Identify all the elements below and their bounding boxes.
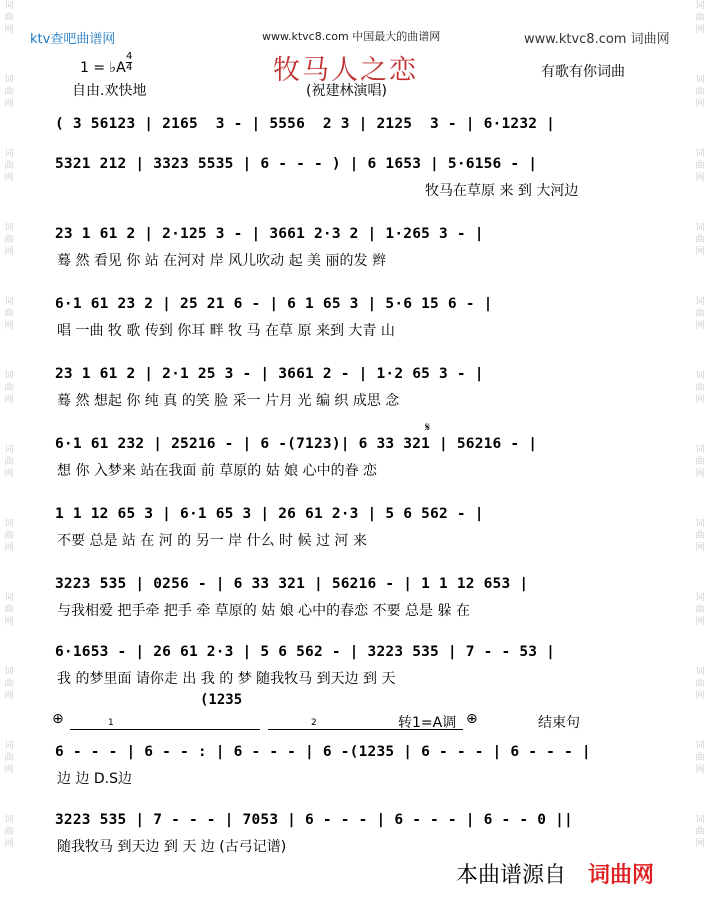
lyric-line: 随我牧马 到天边 到 天 边 (古弓记谱) xyxy=(57,839,287,855)
notation-line: 6 - - - | 6 - - : | 6 - - - | 6 -(1235 | 6 - - - | 6 - - - | xyxy=(55,744,591,760)
site-name-left: ktv查吧曲谱网 xyxy=(30,32,116,47)
notation-line: 6·1 61 232 | 25216 - | 6 -(7123)| 6 33 321 | 56216 - | xyxy=(55,436,538,452)
ending-label: 结束句 xyxy=(538,715,580,731)
lyric-line: 蓦 然 想起 你 纯 真 的笑 脸 采一 片月 光 编 织 成思 念 xyxy=(57,393,400,409)
notation-line: ( 3 56123 | 2165 3 - | 5556 2 3 | 2125 3 - | 6·1232 | xyxy=(55,116,556,132)
modulation-label: 转1=A调 xyxy=(398,715,457,731)
notation-line: 23 1 61 2 | 2·125 3 - | 3661 2·3 2 | 1·265 3 - | xyxy=(55,226,484,242)
lyric-line: 边 边 D.S边 xyxy=(57,771,133,787)
lyric-line: 牧马在草原 来 到 大河边 xyxy=(425,183,579,199)
source-label: 本曲谱源自 xyxy=(456,863,567,888)
coda-mark-right: ⊕ xyxy=(466,711,478,727)
time-signature-top: 4 xyxy=(126,51,133,62)
pickup-notes: (1235 xyxy=(200,692,243,708)
time-signature-bottom: 4 xyxy=(126,62,133,73)
notation-line: 3223 535 | 0256 - | 6 33 321 | 56216 - | 1 1 12 653 | xyxy=(55,576,529,592)
lyric-line: 不要 总是 站 在 河 的 另一 岸 什么 时 候 过 河 来 xyxy=(57,533,367,549)
time-signature xyxy=(126,52,132,73)
watermark-right: 词曲网 词曲网 词曲网 词曲网 词曲网 词曲网 词曲网 词曲网 词曲网 词曲网 词曲网 词曲网 xyxy=(695,1,705,849)
tempo-marking: 自由.欢快地 xyxy=(72,83,147,99)
lyric-line: 蓦 然 看见 你 站 在河对 岸 风儿吹动 起 美 丽的发 辫 xyxy=(57,253,386,269)
notation-line: 23 1 61 2 | 2·1 25 3 - | 3661 2 - | 1·2 65 3 - | xyxy=(55,366,484,382)
notation-line: 6·1 61 23 2 | 25 21 6 - | 6 1 65 3 | 5·6 15 6 - | xyxy=(55,296,493,312)
key-signature: 1 = ♭A xyxy=(80,60,126,76)
notation-line: 3223 535 | 7 - - - | 7053 | 6 - - - | 6 - - - | 6 - - 0 || xyxy=(55,812,573,828)
site-name-center: www.ktvc8.com 中国最大的曲谱网 xyxy=(262,30,441,43)
notation-line: 1 1 12 65 3 | 6·1 65 3 | 26 61 2·3 | 5 6 562 - | xyxy=(55,506,484,522)
site-name-right: www.ktvc8.com 词曲网 xyxy=(524,32,670,47)
segno-mark: 𝄋 xyxy=(425,420,431,434)
volta-1-bracket xyxy=(70,729,260,730)
notation-line: 5321 212 | 3323 5535 | 6 - - - ) | 6 1653 | 5·6156 - | xyxy=(55,156,538,172)
lyric-line: 我 的梦里面 请你走 出 我 的 梦 随我牧马 到天边 到 天 xyxy=(57,671,396,687)
watermark-left: 词曲网 词曲网 词曲网 词曲网 词曲网 词曲网 词曲网 词曲网 词曲网 词曲网 词曲网 词曲网 xyxy=(4,1,14,849)
volta-2-label: 2 xyxy=(311,718,317,728)
lyric-line: 唱 一曲 牧 歌 传到 你耳 畔 牧 马 在草 原 来到 大青 山 xyxy=(57,323,395,339)
song-title: 牧马人之恋 xyxy=(273,55,418,86)
source-brand: 词曲网 xyxy=(588,863,655,888)
author-credit: 有歌有你词曲 xyxy=(541,64,625,80)
singer-credit: (祝建林演唱) xyxy=(306,83,387,99)
volta-1-label: 1 xyxy=(108,718,114,728)
coda-mark-left: ⊕ xyxy=(52,711,64,727)
lyric-line: 想 你 入梦来 站在我面 前 草原的 姑 娘 心中的眷 恋 xyxy=(57,463,378,479)
lyric-line: 与我相爱 把手牵 把手 牵 草原的 姑 娘 心中的春恋 不要 总是 躲 在 xyxy=(57,603,470,619)
notation-line: 6·1653 - | 26 61 2·3 | 5 6 562 - | 3223 535 | 7 - - 53 | xyxy=(55,644,556,660)
